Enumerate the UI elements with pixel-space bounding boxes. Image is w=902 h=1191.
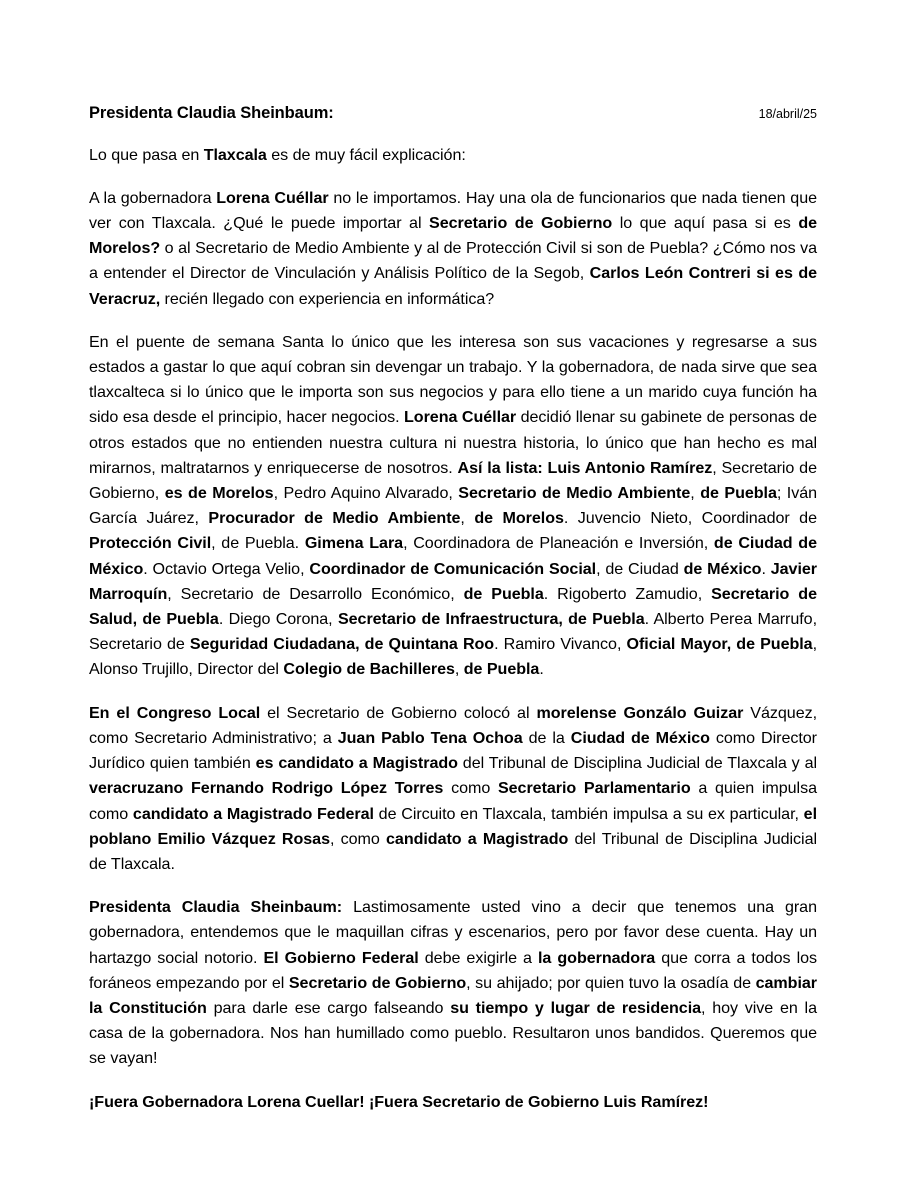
paragraph-gobernadora: A la gobernadora Lorena Cuéllar no le importamos. Hay una ola de funcionarios que nada tienen que ver con Tlaxcala. ¿Qué le puede importar al Secretario de Gobierno lo que aquí pasa si es de Morelos? o al Secretario de Medio Ambiente y al de Protección Civil si son de Puebla? ¿Cómo nos va a entender el Director de Vinculación y Análisis Político de la Segob, Carlos León Contreri si es de Veracruz, recién llegado con experiencia en informática?: [89, 188, 818, 308]
emphasis-text: veracruzano Fernando Rodrigo López Torres: [89, 779, 444, 798]
emphasis-text: Oficial Mayor, de Puebla: [626, 635, 813, 654]
emphasis-text: Protección Civil: [89, 534, 212, 553]
emphasis-text: Secretario de Infraestructura, de Puebla: [337, 610, 645, 629]
emphasis-text: Así la lista: Luis Antonio Ramírez: [457, 458, 713, 477]
emphasis-text: En el Congreso Local: [89, 703, 261, 722]
emphasis-text: morelense Gonzálo Guizar: [536, 703, 744, 722]
emphasis-text: Seguridad Ciudadana, de Quintana Roo: [189, 635, 495, 654]
emphasis-text: Coordinador de Comunicación Social: [309, 559, 597, 578]
paragraph-respuesta-presidenta: Presidenta Claudia Sheinbaum: Lastimosamente usted vino a decir que tenemos una gran gobernadora, entendemos que le maquillan cifras y escenarios, pero por favor dese cuenta. Hay un hartazgo social notorio. El Gobierno Federal debe exigirle a la gobernadora que corra a todos los foráneos empezando por el Secretario de Gobierno, su ahijado; por quien tuvo la osadía de cambiar la Constitución para darle ese cargo falseando su tiempo y lugar de residencia, hoy vive en la casa de la gobernadora. Nos han humillado como pueblo. Resultaron unos bandidos. Queremos que se vayan!: [89, 898, 817, 1068]
emphasis-text: cambiar la Constitución: [89, 973, 817, 1017]
document-date: 18/abril/25: [758, 107, 817, 121]
emphasis-text: Carlos León Contreri si es de Veracruz,: [89, 264, 817, 308]
emphasis-text: de Puebla: [463, 660, 540, 679]
emphasis-text: de Puebla: [463, 584, 544, 603]
emphasis-text: es de Morelos: [164, 484, 274, 503]
paragraph-intro: Lo que pasa en Tlaxcala es de muy fácil explicación:: [89, 145, 466, 164]
emphasis-text: Tlaxcala: [203, 145, 267, 164]
emphasis-text: de Ciudad de México: [89, 534, 817, 578]
emphasis-text: Secretario Parlamentario: [497, 779, 691, 798]
emphasis-text: Ciudad de México: [570, 728, 710, 747]
emphasis-text: de Morelos: [474, 509, 564, 528]
emphasis-text: Colegio de Bachilleres: [283, 660, 455, 679]
emphasis-text: Procurador de Medio Ambiente: [208, 509, 461, 528]
emphasis-text: candidato a Magistrado Federal: [132, 804, 374, 823]
emphasis-text: Juan Pablo Tena Ochoa: [337, 728, 523, 747]
emphasis-text: de México: [683, 559, 762, 578]
emphasis-text: Lorena Cuéllar: [216, 188, 329, 207]
emphasis-text: El Gobierno Federal: [263, 948, 419, 967]
emphasis-text: Secretario de Gobierno: [429, 214, 613, 233]
emphasis-text: la gobernadora: [538, 948, 656, 967]
paragraph-congreso-local: En el Congreso Local el Secretario de Gobierno colocó al morelense Gonzálo Guizar Vázquez, como Secretario Administrativo; a Juan Pablo Tena Ochoa de la Ciudad de México como Director Jurídico quien también es candidato a Magistrado del Tribunal de Disciplina Judicial de Tlaxcala y al veracruzano Fernando Rodrigo López Torres como Secretario Parlamentario a quien impulsa como candidato a Magistrado Federal de Circuito en Tlaxcala, también impulsa a su ex particular, el poblano Emilio Vázquez Rosas, como candidato a Magistrado del Tribunal de Disciplina Judicial de Tlaxcala.: [89, 703, 818, 873]
paragraph-closing-slogan: ¡Fuera Gobernadora Lorena Cuellar! ¡Fuera Secretario de Gobierno Luis Ramírez!: [89, 1092, 709, 1111]
emphasis-text: de Puebla: [700, 484, 777, 503]
emphasis-text: Lorena Cuéllar: [404, 408, 517, 427]
paragraph-lista-gabinete: En el puente de semana Santa lo único que les interesa son sus vacaciones y regresarse a sus estados a gastar lo que aquí cobran sin devengar un trabajo. Y la gobernadora, de nada sirve que sea tlaxcalteca si lo único que le importa son sus negocios y para ello tiene a un marido cuya función ha sido esa desde el principio, hacer negocios. Lorena Cuéllar decidió llenar su gabinete de personas de otros estados que no entienden nuestra cultura ni nuestra historia, lo único que han hecho es mal mirarnos, maltratarnos y enriquecerse de nosotros. Así la lista: Luis Antonio Ramírez, Secretario de Gobierno, es de Morelos, Pedro Aquino Alvarado, Secretario de Medio Ambiente, de Puebla; Iván García Juárez, Procurador de Medio Ambiente, de Morelos. Juvencio Nieto, Coordinador de Protección Civil, de Puebla. Gimena Lara, Coordinadora de Planeación e Inversión, de Ciudad de México. Octavio Ortega Velio, Coordinador de Comunicación Social, de Ciudad de México. Javier Marroquín, Secretario de Desarrollo Económico, de Puebla. Rigoberto Zamudio, Secretario de Salud, de Puebla. Diego Corona, Secretario de Infraestructura, de Puebla. Alberto Perea Marrufo, Secretario de Seguridad Ciudadana, de Quintana Roo. Ramiro Vivanco, Oficial Mayor, de Puebla, Alonso Trujillo, Director del Colegio de Bachilleres, de Puebla.: [89, 332, 818, 679]
emphasis-text: Presidenta Claudia Sheinbaum:: [89, 898, 343, 917]
emphasis-text: Secretario de Medio Ambiente: [458, 484, 691, 503]
page-title: Presidenta Claudia Sheinbaum:: [89, 104, 334, 122]
emphasis-text: de Morelos?: [89, 214, 817, 258]
document-body: [89, 143, 817, 1072]
emphasis-text: Secretario de Salud, de Puebla: [89, 584, 817, 629]
emphasis-text: el poblano Emilio Vázquez Rosas: [89, 804, 817, 848]
emphasis-text: es candidato a Magistrado: [255, 754, 458, 773]
emphasis-text: Secretario de Gobierno: [288, 973, 467, 992]
emphasis-text: Gimena Lara: [304, 534, 404, 553]
emphasis-text: Javier Marroquín: [89, 559, 817, 603]
emphasis-text: candidato a Magistrado: [386, 829, 569, 848]
emphasis-text: su tiempo y lugar de residencia: [450, 998, 702, 1017]
document-header: [89, 103, 817, 124]
